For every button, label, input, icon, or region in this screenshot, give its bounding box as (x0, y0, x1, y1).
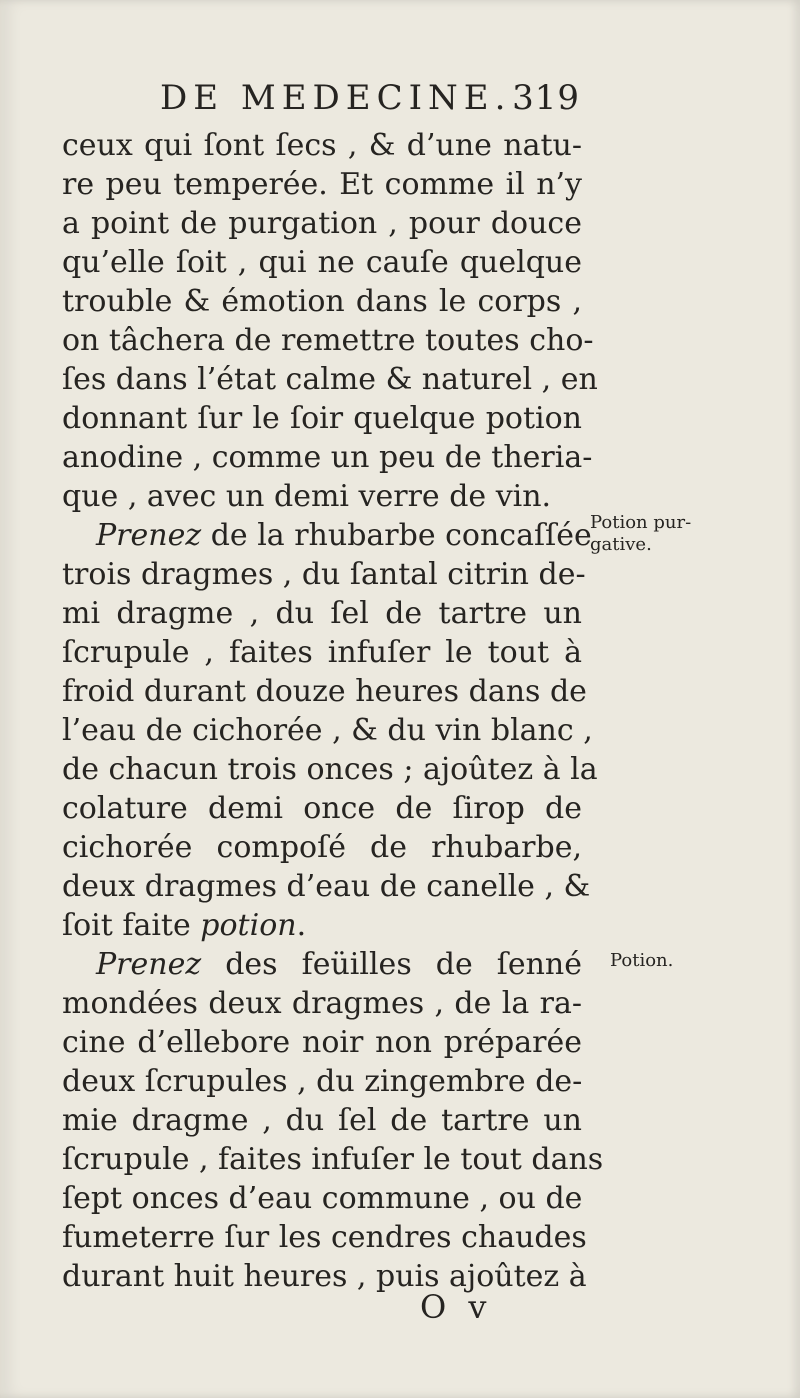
running-header (160, 78, 580, 122)
margin-note-line: Potion pur- (590, 512, 692, 533)
text-segment: de la rhubarbe concaſſée (201, 518, 592, 553)
text-segment: re peu temperée. Et comme il n’y (62, 167, 582, 202)
signature-mark: O v (420, 1288, 493, 1326)
text-line (62, 984, 582, 1023)
text-segment: qu’elle ſoit , qui ne cauſe quelque (62, 245, 582, 280)
text-line (62, 594, 582, 633)
text-line (62, 633, 582, 672)
text-segment: ſes dans l’état calme & naturel , en (62, 362, 598, 397)
italic-text: Prenez (96, 518, 202, 553)
text-line (62, 555, 586, 594)
text-segment: durant huit heures , puis ajoûtez à (62, 1259, 587, 1294)
text-line (62, 1023, 582, 1062)
text-segment: ſcrupule , faites infuſer le tout à (62, 635, 582, 670)
italic-text: Prenez (96, 947, 202, 982)
body-text (62, 126, 604, 1296)
text-line (62, 1257, 587, 1296)
text-line (62, 828, 582, 867)
text-line (62, 360, 598, 399)
text-segment: de chacun trois onces ; ajoûtez à la (62, 752, 598, 787)
text-line (62, 516, 592, 555)
text-line (62, 1218, 587, 1257)
text-segment: l’eau de cichorée , & du vin blanc , (62, 713, 593, 748)
text-line (62, 321, 594, 360)
text-segment: fumeterre ſur les cendres chaudes (62, 1220, 587, 1255)
text-line (62, 1179, 582, 1218)
text-segment: mi dragme , du ſel de tartre un (62, 596, 582, 631)
text-segment: deux ſcrupules , du zingembre de- (62, 1064, 583, 1099)
text-line (62, 243, 582, 282)
text-segment: mie dragme , du ſel de tartre un (62, 1103, 582, 1138)
text-segment: mondées deux dragmes , de la ra- (62, 986, 582, 1021)
text-segment: ſoit faite (62, 908, 201, 943)
text-line (62, 399, 582, 438)
text-line (62, 672, 587, 711)
text-line (62, 945, 582, 984)
text-segment: cine d’ellebore noir non préparée (62, 1025, 582, 1060)
page-number: 319 (512, 78, 580, 118)
text-line (62, 165, 582, 204)
text-segment: deux dragmes d’eau de canelle , & (62, 869, 591, 904)
text-segment: trouble & émotion dans le corps , (62, 284, 582, 319)
text-segment: froid durant douze heures dans de (62, 674, 587, 709)
text-segment: donnant ſur le ſoir quelque potion (62, 401, 582, 436)
text-segment: a point de purgation , pour douce (62, 206, 582, 241)
text-line (62, 126, 582, 165)
text-segment: trois dragmes , du ſantal citrin de- (62, 557, 586, 592)
text-line (62, 750, 598, 789)
text-segment: ſept onces d’eau commune , ou de (62, 1181, 583, 1216)
text-segment: on tâchera de remettre toutes cho- (62, 323, 594, 358)
text-segment: ceux qui ſont ſecs , & d’une natu- (62, 128, 582, 163)
text-line (62, 711, 593, 750)
text-segment: cichorée compoſé de rhubarbe, (62, 830, 582, 865)
text-line (62, 282, 582, 321)
margin-note-potion: Potion. (610, 950, 674, 971)
text-line (62, 477, 582, 516)
text-segment: colature demi once de ſirop de (62, 791, 582, 826)
text-line (62, 1062, 582, 1101)
text-line (62, 906, 582, 945)
text-line (62, 204, 582, 243)
margin-note-line: gative. (590, 534, 652, 555)
running-title: DE MEDECINE. (160, 78, 512, 118)
text-segment: des feüilles de ſenné (201, 947, 582, 982)
text-line (62, 1140, 604, 1179)
text-segment: . (296, 908, 307, 943)
text-line (62, 1101, 582, 1140)
text-line (62, 867, 591, 906)
text-segment: que , avec un demi verre de vin. (62, 479, 552, 514)
margin-note-potion-purgative (590, 512, 770, 556)
text-segment: ſcrupule , faites infuſer le tout dans (62, 1142, 604, 1177)
text-line (62, 789, 582, 828)
text-line (62, 438, 593, 477)
italic-text: potion (200, 908, 297, 943)
text-segment: anodine , comme un peu de theria- (62, 440, 593, 475)
